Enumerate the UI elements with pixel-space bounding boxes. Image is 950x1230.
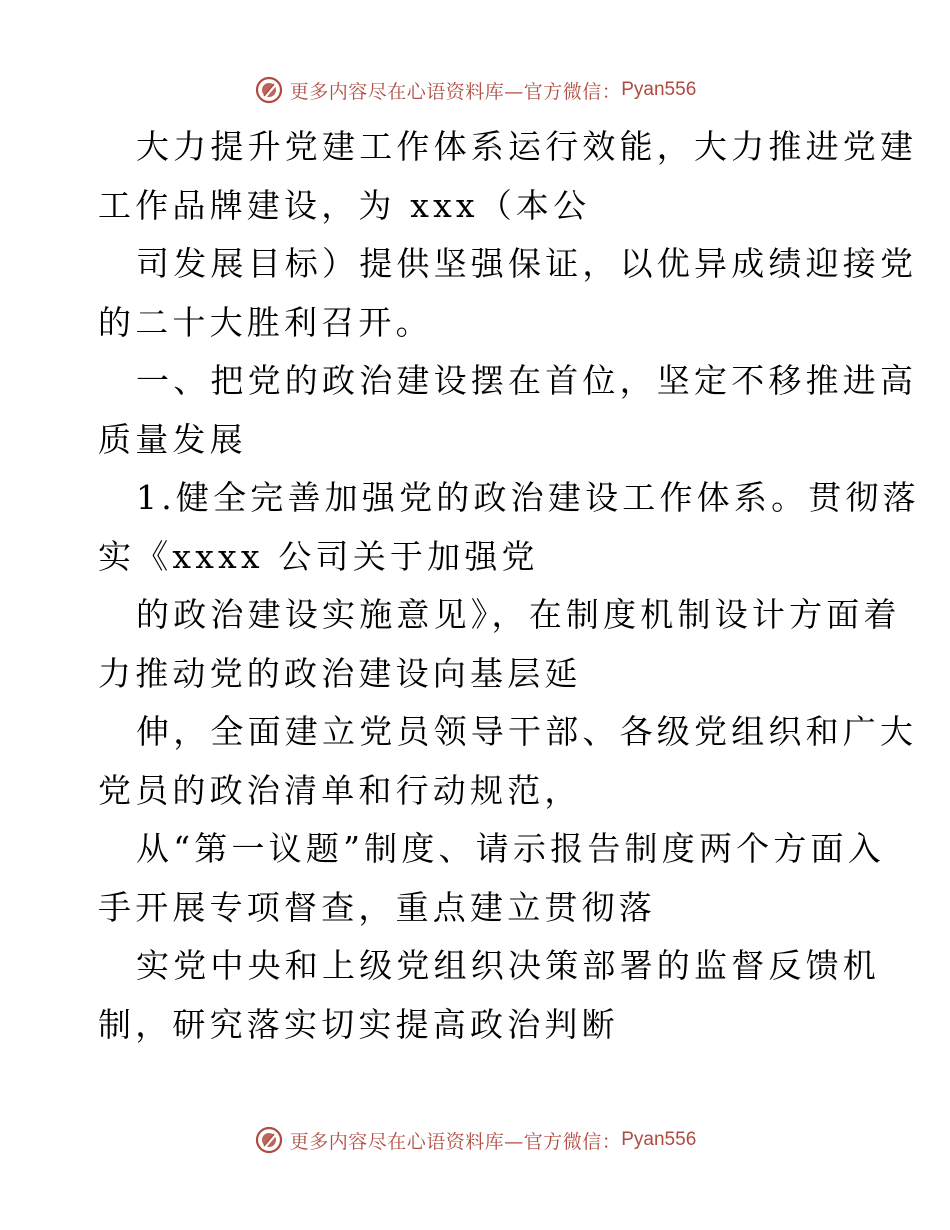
watermark-id: Pyan556: [621, 79, 697, 100]
watermark-header: [0, 72, 950, 108]
watermark-id: Pyan556: [621, 1129, 697, 1150]
pen-logo-icon: [254, 75, 284, 105]
text-line: 1.健全完善加强党的政治建设工作体系。贯彻落: [136, 478, 920, 517]
pen-logo-icon: [254, 1125, 284, 1155]
text-line: 实《xxxx 公司关于加强党: [98, 536, 539, 576]
text-line: 从“第一议题”制度、请示报告制度两个方面入: [136, 829, 885, 868]
watermark-text: 更多内容尽在心语资料库—官方微信：: [289, 80, 622, 103]
text-line: 党员的政治清单和行动规范，: [98, 770, 582, 810]
text-line: 司发展目标）提供坚强保证，以优异成绩迎接党: [136, 244, 918, 283]
text-line: 伸，全面建立党员领导干部、各级党组织和广大: [136, 712, 918, 751]
text-line: 实党中央和上级党组织决策部署的监督反馈机: [136, 946, 880, 985]
document-body: [98, 118, 920, 1054]
text-line: 制，研究落实切实提高政治判断: [98, 1004, 619, 1044]
watermark-footer: [0, 1122, 950, 1158]
text-line: 的二十大胜利召开。: [98, 302, 433, 342]
text-line: 的政治建设实施意见》，在制度机制设计方面着: [136, 595, 901, 634]
section-heading: 质量发展: [98, 419, 247, 459]
text-line: 工作品牌建设，为 xxx（本公: [98, 185, 591, 225]
text-line: 力推动党的政治建设向基层延: [98, 653, 582, 693]
text-line: 大力提升党建工作体系运行效能，大力推进党建: [136, 127, 918, 166]
watermark-text: 更多内容尽在心语资料库—官方微信：: [289, 1130, 622, 1153]
text-line: 手开展专项督查，重点建立贯彻落: [98, 887, 656, 927]
section-heading: 一、把党的政治建设摆在首位，坚定不移推进高: [136, 361, 918, 400]
